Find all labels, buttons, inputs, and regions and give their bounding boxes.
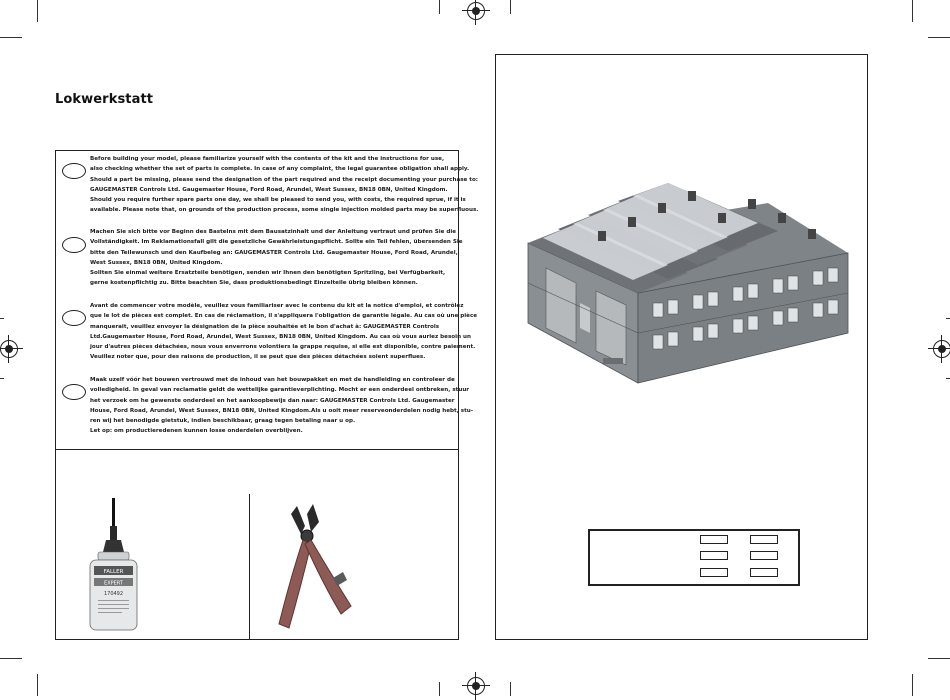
text-line: Avant de commencer votre modèle, veuillez vous familiariser avec le contenu du kit et la notice d'emploi, et contrôlez [90, 303, 464, 309]
text-line: Should a part be missing, please send the designation of the part required and the receipt documenting your purchase to: [90, 176, 479, 183]
crop-mark [946, 378, 950, 379]
paragraph-en [90, 154, 479, 216]
text-line: jour d'autres pièces détachées, nous vous enverrons volontiers la grappe requise, si elle est disponible, contre paiement. [90, 344, 476, 351]
text-line: Machen Sie sich bitte vor Beginn des Bastelns mit dem Bausatzinhalt und der Anleitung vertraut und prüfen Sie die [90, 229, 457, 235]
parts-cell [750, 551, 778, 560]
crop-mark [37, 0, 38, 22]
parts-cell [700, 551, 728, 560]
product-panel [495, 54, 868, 640]
paragraph-de [90, 227, 463, 289]
text-line: Before building your model, please familiarize yourself with the contents of the kit and the instructions for use, [90, 156, 445, 162]
crop-mark [912, 0, 913, 22]
registration-mark-icon [0, 340, 18, 358]
crop-mark [37, 674, 38, 696]
glue-number-label: 170492 [103, 591, 124, 597]
parts-cell [750, 535, 778, 544]
text-line: Maak uzelf vóór het bouwen vertrouwd met de inhoud van het bouwpakket en met de handleiding en controleer de [90, 377, 455, 383]
divider [56, 449, 458, 450]
parts-cell [750, 568, 778, 577]
paragraph-fr [90, 301, 478, 363]
glue-bottle-icon [76, 494, 151, 634]
flag-placeholder-de [62, 237, 86, 253]
instructions-panel [55, 150, 479, 640]
flag-placeholder-nl [62, 384, 86, 400]
crop-mark [510, 0, 511, 14]
text-line: volledigheid. In geval van reclamatie geldt de wettelijke garantieverplichting. Mocht er een onderdeel ontbreken, stuur [90, 387, 470, 394]
text-line: gerne kostenpflichtig zu. Bitte beachten Sie, dass produktionsbedingt Einzelteile übrig bleiben können. [90, 280, 418, 287]
text-line: GAUGEMASTER Controls Ltd. Gaugemaster House, Ford Road, Arundel, West Sussex, BN18 0BN, United Kingdom. [90, 186, 448, 193]
crop-mark [0, 37, 22, 38]
text-line: ren wij het benodigde gietstuk, indien beschikbaar, graag tegen betaling naar u op. [90, 418, 356, 425]
side-cutter-icon [261, 496, 361, 636]
text-line: Ltd.Gaugemaster House, Ford Road, Arundel, West Sussex, BN18 0BN, United Kingdom. Au cas où vous auriez besoin un [90, 333, 471, 340]
parts-cell [700, 535, 728, 544]
text-line: Vollständigkeit. Im Reklamationsfall gilt die gesetzliche Gewährleistungspflicht. Sollte ein Teil fehlen, übersenden Sie [90, 239, 463, 246]
parts-cell [700, 568, 728, 577]
crop-mark [912, 674, 913, 696]
text-line: also checking whether the set of parts is complete. In case of any complaint, the legal guarantee obligation shall apply. [90, 166, 470, 173]
flag-placeholder-fr [62, 310, 86, 326]
text-line: Veuillez noter que, pour des raisons de production, il se peut que des pièces détachées soient superflues. [90, 354, 426, 361]
page-title: Lokwerkstatt [55, 92, 154, 107]
glue-name-label: EXPERT [104, 580, 123, 587]
text-line: House, Ford Road, Arundel, West Sussex, BN18 0BN, United Kingdom.Als u ooit meer reserveonderdelen nodig hebt, stu- [90, 407, 474, 414]
crop-mark [439, 682, 440, 696]
text-line: que le lot de pièces est complet. En cas de réclamation, il s'appliquera l'obligation de garantie légale. Au cas où une pièce [90, 313, 478, 320]
text-line: manquerait, veuillez envoyer la désignation de la pièce souhaitée et le bon d'achat à: GAUGEMASTER Controls [90, 323, 440, 330]
crop-mark [0, 318, 4, 319]
registration-mark-icon [467, 2, 485, 20]
crop-mark [928, 37, 950, 38]
building-image [518, 183, 858, 393]
paragraph-nl [90, 375, 474, 437]
registration-mark-icon [467, 677, 485, 695]
text-line: Let op: om productieredenen kunnen losse onderdelen overblijven. [90, 428, 303, 435]
divider [249, 494, 250, 639]
crop-mark [928, 658, 950, 659]
text-line: het verzoek om he gewenste onderdeel en het aankoopbewijs dan naar: GAUGEMASTER Controls Ltd. Gaugemaster [90, 397, 455, 404]
text-line: bitte den Teilewunsch und den Kaufbeleg an: GAUGEMASTER Controls Ltd. Gaugemaster House, Ford Road, Arundel, [90, 249, 458, 256]
text-line: Sollten Sie einmal weitere Ersatzteile benötigen, senden wir Ihnen den benötigten Spritzling, bei Verfügbarkeit, [90, 270, 446, 277]
glue-brand-label: FALLER [103, 569, 124, 575]
crop-mark [510, 682, 511, 696]
flag-placeholder-en [62, 163, 86, 179]
text-line: West Sussex, BN18 0BN, United Kingdom. [90, 259, 223, 266]
registration-mark-icon [933, 340, 950, 358]
parts-list-box [588, 529, 800, 586]
text-line: Should you require further spare parts one day, we shall be pleased to send you, with costs, the required sprue, if it is [90, 197, 466, 204]
crop-mark [439, 0, 440, 14]
text-line: available. Please note that, on grounds of the production process, some single injection molded parts may be superfluous. [90, 207, 479, 214]
crop-mark [0, 378, 4, 379]
crop-mark [946, 318, 950, 319]
crop-mark [0, 658, 22, 659]
